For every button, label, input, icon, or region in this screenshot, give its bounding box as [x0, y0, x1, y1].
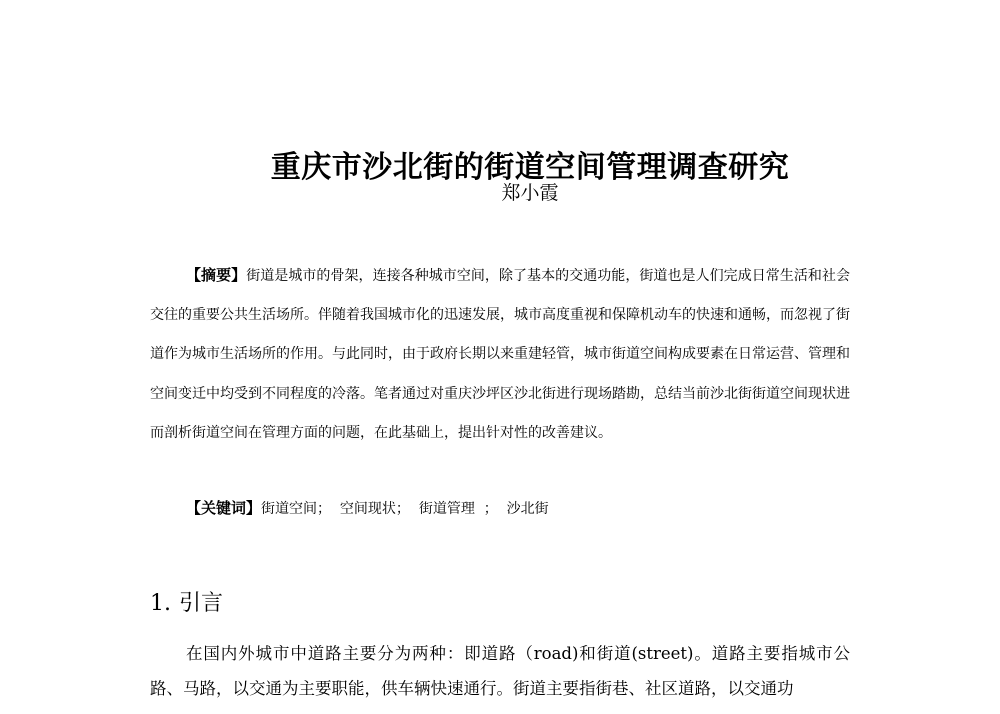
abstract-text: 街道是城市的骨架，连接各种城市空间，除了基本的交通功能，街道也是人们完成日常生活和社会交往的重要公共生活场所。伴随着我国城市化的迅速发展，城市高度重视和保障机动车的快速和通畅，而忽视了街道作为城市生活场所的作用。与此同时，由于政府长期以来重建轻管，城市街道空间构成要素在日常运营、管理和空间变迁中均受到不同程度的冷落。笔者通过对重庆沙坪区沙北街进行现场踏勘，总结当前沙北街街道空间现状进而剖析街道空间在管理方面的问题，在此基础上，提出针对性的改善建议。: [150, 268, 850, 441]
keywords-line: [186, 494, 850, 523]
keywords-label: 【关键词】: [186, 499, 262, 517]
section-1-number: 1.: [150, 591, 171, 616]
paper-author: 郑小霞: [501, 182, 559, 204]
section-1-paragraph: 在国内外城市中道路主要分为两种：即道路（road)和街道(street)。道路主要指城市公路、马路，以交通为主要职能，供车辆快速通行。街道主要指街巷、社区道路，以交通功: [150, 644, 850, 698]
paper-title: 重庆市沙北街的街道空间管理调查研究: [270, 150, 790, 186]
section-1-title: 引言: [179, 591, 224, 616]
abstract-paragraph: [150, 256, 850, 453]
keywords-text: 街道空间； 空间现状； 街道管理 ； 沙北街: [261, 501, 549, 517]
abstract-label: 【摘要】: [186, 266, 247, 284]
section-1-heading: [150, 588, 223, 620]
